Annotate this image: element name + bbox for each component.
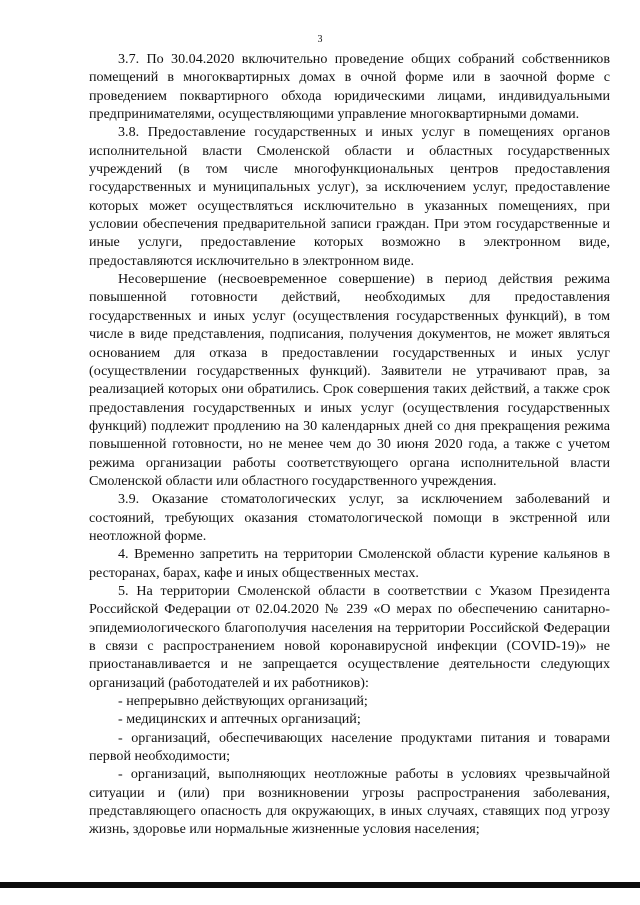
- document-body: [89, 50, 610, 839]
- paragraph-3-9: 3.9. Оказание стоматологических услуг, за исключением заболеваний и состояний, требующих оказания стоматологической помощи в экстренной или неотложной форме.: [89, 491, 610, 544]
- scan-bottom-edge: [0, 882, 640, 888]
- list-item: - непрерывно действующих организаций;: [118, 693, 368, 710]
- page-number: 3: [317, 34, 323, 45]
- paragraph-4: 4. Временно запретить на территории Смоленской области курение кальянов в ресторанах, барах, кафе и иных общественных местах.: [89, 546, 610, 581]
- paragraph-3-8: 3.8. Предоставление государственных и иных услуг в помещениях органов исполнительной власти Смоленской области и областных государственных учреждений (в том числе многофункциональных центров предоставления государственных и муниципальных услуг), за исключением услуг, предоставление которых может осуществляться исключительно в указанных помещениях, при условии обеспечения предварительной записи граждан. При этом государственные и иные услуги, предоставление которых возможно в электронном виде, предоставляются исключительно в электронном виде.: [89, 124, 610, 269]
- paragraph-non-performance: Несовершение (несвоевременное совершение) в период действия режима повышенной готовности действий, необходимых для предоставления государственных и иных услуг (осуществления государственных функций), в том числе в виде представления, подписания, получения документов, не может являться основанием для отказа в предоставлении государственных и иных услуг (осуществлении государственных функций). Заявители не утрачивают прав, за реализацией которых они обратились. Срок совершения таких действий, а также срок предоставления государственных и иных услуг (осуществления государственных функций) подлежит продлению на 30 календарных дней со дня прекращения режима повышенной готовности, но не менее чем до 30 июня 2020 года, а также с учетом режима организации работы соответствующего органа исполнительной власти Смоленской области или областного государственного учреждения.: [89, 271, 610, 489]
- paragraph-3-7: 3.7. По 30.04.2020 включительно проведение общих собраний собственников помещений в многоквартирных домах в очной форме или в заочной форме с проведением поквартирного обхода юридическими лицами, индивидуальными предпринимателями, осуществляющими управление многоквартирными домами.: [89, 51, 610, 123]
- list-item: - медицинских и аптечных организаций;: [118, 711, 361, 728]
- paragraph-5: 5. На территории Смоленской области в соответствии с Указом Президента Российской Федерации от 02.04.2020 № 239 «О мерах по обеспечению санитарно-эпидемиологического благополучия населения на территории Российской Федерации в связи с распространением новой коронавирусной инфекции (COVID-19)» не приостанавливается и не запрещается осуществление деятельности следующих организаций (работодателей и их работников):: [89, 582, 610, 691]
- list-item: - организаций, обеспечивающих население продуктами питания и товарами первой необходимости;: [89, 729, 610, 765]
- list-item: - организаций, выполняющих неотложные работы в условиях чрезвычайной ситуации и (или) при возникновении угрозы распространения заболевания, представляющего опасность для окружающих, в иных случаях, ставящих под угрозу жизнь, здоровье или нормальные жизненные условия населения;: [89, 766, 610, 838]
